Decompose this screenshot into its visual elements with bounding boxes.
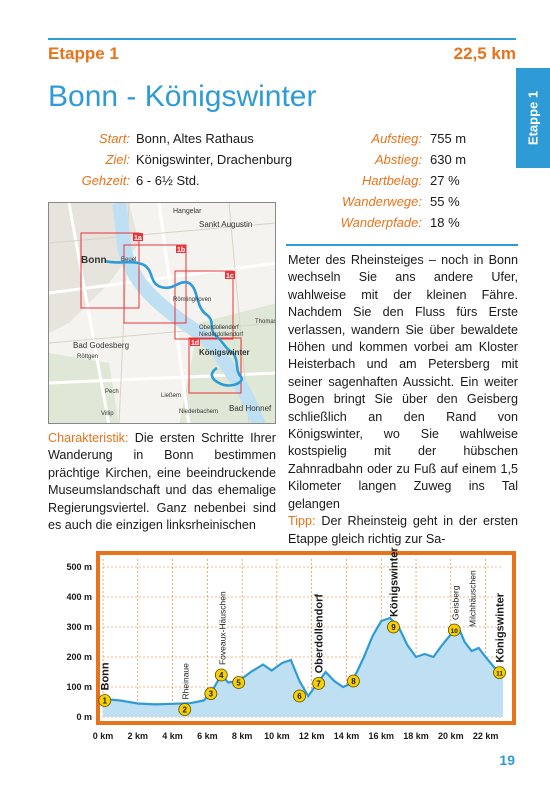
side-tab-label: Etappe 1 xyxy=(525,90,541,146)
waypoint-number: 10 xyxy=(450,628,458,635)
info-value: 755 m xyxy=(430,131,467,146)
y-tick-label: 400 m xyxy=(66,592,92,602)
info-descent xyxy=(320,149,520,170)
map-place: Niederbachem xyxy=(179,409,219,415)
info-value: Königswinter, Drachenburg xyxy=(136,152,293,167)
info-label: Wanderwege: xyxy=(342,194,422,209)
route-info-right xyxy=(320,128,520,233)
place-label: Foveaux-Häuschen xyxy=(217,591,228,665)
map-place: Beuel xyxy=(121,257,137,263)
place-label: Bonn xyxy=(99,662,112,691)
map-place: Bad Godesberg xyxy=(73,341,130,350)
waypoint-number: 4 xyxy=(219,671,224,680)
x-tick-label: 14 km xyxy=(333,731,360,741)
map-place: Bad Honnef xyxy=(229,404,272,413)
info-paved xyxy=(320,170,520,191)
tip-label: Tipp: xyxy=(288,514,316,529)
stage-side-tab xyxy=(516,68,550,168)
tile-label: 1c xyxy=(226,273,234,280)
route-map xyxy=(48,202,276,424)
waypoint-number: 6 xyxy=(297,692,302,701)
info-label: Aufstieg: xyxy=(371,131,422,146)
place-label: Königswinter xyxy=(494,592,507,663)
elevation-profile-svg xyxy=(48,545,518,745)
info-label: Hartbelag: xyxy=(362,173,422,188)
x-tick-label: 18 km xyxy=(403,731,429,741)
info-value: 55 % xyxy=(430,194,460,209)
waypoint-number: 7 xyxy=(316,679,321,689)
y-tick-label: 500 m xyxy=(66,562,92,572)
waypoint-number: 11 xyxy=(496,670,503,678)
x-tick-label: 0 km xyxy=(92,731,114,741)
waypoint-number: 9 xyxy=(391,623,396,632)
info-label: Wanderpfade: xyxy=(340,215,422,230)
y-tick-label: 300 m xyxy=(66,622,92,632)
y-tick-label: 200 m xyxy=(66,652,92,662)
header-rule xyxy=(48,38,516,40)
description-paragraph: Meter des Rheinsteiges – noch in Bonn wechseln Sie ans andere Ufer, wahlweise mit der kleinen Fähre. Nachdem Sie den Fluss fürs Erste verlassen, wandern Sie über bewaldete Höhen und kommen vorbei am Kloster Heisterbach und am Petersberg mit seiner sagenhaften Aussicht. Ein weiter Bogen bringt Sie über den Geisberg schließlich an den Rand von Königswinter, wo Sie wahlweise kostspielig mit der hübschen Zahnradbahn oder zu Fuß auf einem 1,5 Kilometer langen Zuweg ins Tal gelangen xyxy=(288,253,518,511)
elevation-profile xyxy=(48,545,518,745)
map-place: Pech xyxy=(105,389,119,395)
map-place: Hangelar xyxy=(173,208,202,215)
map-place: Römlinghoven xyxy=(173,297,212,303)
x-tick-label: 20 km xyxy=(438,731,464,741)
characteristic-label: Charakteristik: xyxy=(48,431,129,445)
column-rule xyxy=(286,244,518,246)
info-value: 27 % xyxy=(430,173,460,188)
route-map-svg xyxy=(49,203,276,424)
place-label: Königswinter xyxy=(388,547,401,617)
map-place: Sankt Augustin xyxy=(199,220,253,229)
map-place: Bonn xyxy=(81,255,107,266)
waypoint-number: 8 xyxy=(351,677,356,686)
place-label: Milchhäuschen xyxy=(467,570,478,627)
place-label: Rheinaue xyxy=(180,663,191,700)
waypoint-number: 3 xyxy=(208,689,214,699)
characteristic-text: Die ersten Schritte Ihrer Wanderung in Bonn bestimmen prächtige Kirchen, eine beeindruckende Museumslandschaft und das ehemalige Regierungsviertel. Ganz nebenbei sind es auch die einzigen linksrheinischen xyxy=(48,431,276,533)
map-place: Thomas xyxy=(255,319,277,325)
stage-header xyxy=(48,38,516,64)
tip-text: Der Rheinsteig geht in der ersten Etappe gleich richtig zur Sa- xyxy=(288,514,518,546)
tile-label: 1a xyxy=(134,235,142,242)
x-tick-label: 12 km xyxy=(298,731,325,741)
x-tick-label: 22 km xyxy=(472,731,499,741)
waypoint-number: 1 xyxy=(102,696,107,706)
x-tick-label: 16 km xyxy=(368,731,395,741)
map-place: Königswinter xyxy=(199,348,250,357)
info-value: 630 m xyxy=(430,152,467,167)
y-tick-label: 100 m xyxy=(66,682,92,692)
stage-label: Etappe 1 xyxy=(48,44,119,63)
info-value: Bonn, Altes Rathaus xyxy=(136,131,254,146)
info-value: 6 - 6½ Std. xyxy=(136,173,200,188)
tile-label: 1d xyxy=(191,340,200,347)
info-walking-time xyxy=(48,170,298,191)
x-tick-label: 4 km xyxy=(162,731,183,741)
map-place: Röttgen xyxy=(77,354,99,360)
place-label: Oberdollendorf xyxy=(313,593,326,674)
info-finish xyxy=(48,149,298,170)
waypoint-number: 2 xyxy=(182,705,187,715)
map-place: Oberdollendorf xyxy=(199,325,239,331)
description-right xyxy=(288,252,518,548)
tile-label: 1b xyxy=(177,247,186,254)
info-label: Gehzeit: xyxy=(81,173,130,188)
place-label: Geisberg xyxy=(450,585,461,620)
x-tick-label: 8 km xyxy=(231,731,253,741)
info-start xyxy=(48,128,298,149)
info-ascent xyxy=(320,128,520,149)
info-label: Abstieg: xyxy=(375,152,422,167)
info-trails xyxy=(320,212,520,233)
info-value: 18 % xyxy=(430,215,460,230)
page-number: 19 xyxy=(499,752,515,768)
info-label: Start: xyxy=(98,131,130,146)
map-place: Niederdollendorf xyxy=(199,332,244,338)
x-tick-label: 10 km xyxy=(264,731,290,741)
waypoint-number: 5 xyxy=(236,678,241,688)
map-place: Villip xyxy=(101,411,114,417)
description-left xyxy=(48,430,276,534)
y-tick-label: 0 m xyxy=(76,712,92,722)
route-info-left xyxy=(48,128,298,191)
x-tick-label: 6 km xyxy=(197,731,218,741)
map-place: Ließem xyxy=(161,393,182,399)
info-label: Ziel: xyxy=(105,152,130,167)
x-tick-label: 2 km xyxy=(127,731,149,741)
info-hiking-roads xyxy=(320,191,520,212)
stage-distance: 22,5 km xyxy=(453,44,516,63)
page-title: Bonn - Königswinter xyxy=(48,80,317,113)
